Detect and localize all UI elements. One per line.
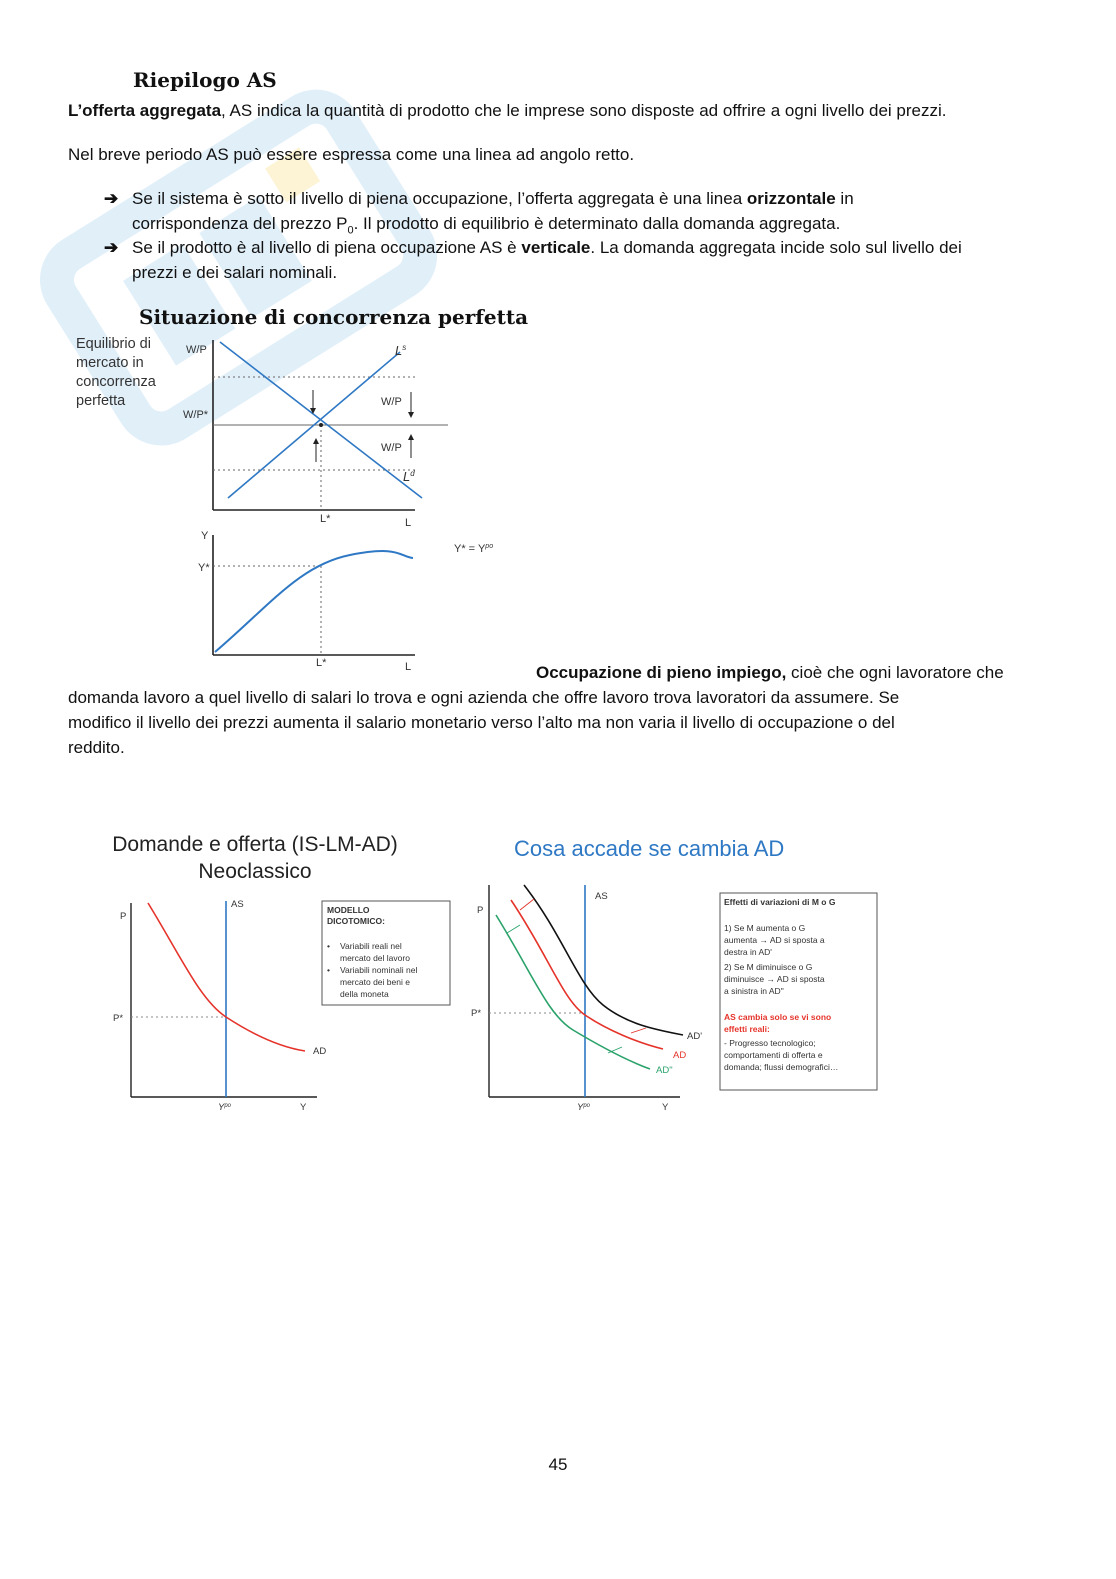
label-wp-down: W/P xyxy=(381,396,402,408)
paragraph-offerta xyxy=(68,98,1068,123)
box-title: Effetti di variazioni di M o G xyxy=(724,897,836,907)
label-ypo: $Y^{po}$ xyxy=(218,1102,232,1113)
box-tail-line: domanda; flussi demografici… xyxy=(724,1062,839,1072)
figure-caption xyxy=(76,336,157,409)
caption-line: concorrenza xyxy=(76,374,156,390)
label-l-lower: L xyxy=(405,661,412,673)
figure-neoclassico xyxy=(90,825,465,1120)
page-number: 45 xyxy=(548,1455,568,1474)
box-bullet: • xyxy=(327,941,330,951)
equilibrium-point xyxy=(319,423,323,427)
box-title: DICOTOMICO: xyxy=(327,916,385,926)
ad-curve xyxy=(511,900,663,1049)
label-labour-supply: $L^s$ xyxy=(395,343,407,358)
box-line: 1) Se M aumenta o G xyxy=(724,923,806,933)
box-line: 2) Se M diminuisce o G xyxy=(724,962,813,972)
caption-line: Equilibrio di xyxy=(76,336,151,352)
label-wp-up: W/P xyxy=(381,442,402,454)
figure-labour-market xyxy=(70,330,510,675)
label-ad-prime: AD' xyxy=(687,1031,703,1042)
bullet-item-verticale: ➔ Se il prodotto è al livello di piena occupazione AS è verticale. La domanda aggregata incide solo sul livello dei prezzi e dei salari nominali. xyxy=(104,235,1064,285)
label-wp: W/P xyxy=(186,344,207,356)
caption-line: perfetta xyxy=(76,393,126,409)
label-l-star-lower: L* xyxy=(316,657,327,669)
shift-left-arrows xyxy=(507,925,622,1053)
label-p-star: P* xyxy=(113,1013,124,1024)
label-ypo: $Y^{po}$ xyxy=(577,1102,591,1113)
label-wp-star: W/P* xyxy=(183,409,209,421)
box-line: destra in AD' xyxy=(724,947,772,957)
box-item: mercato dei beni e xyxy=(340,977,410,987)
box-red-line: AS cambia solo se vi sono xyxy=(724,1012,832,1022)
box-item: della moneta xyxy=(340,989,389,999)
label-labour-demand: $L^d$ xyxy=(403,469,415,484)
label-y-eq: $Y* = Y^{po}$ xyxy=(454,543,494,555)
label-y: Y xyxy=(201,530,209,542)
label-l: L xyxy=(405,517,412,529)
arrow-bullet-icon: ➔ xyxy=(104,238,119,257)
label-ad: AD xyxy=(313,1046,327,1057)
box-item: Variabili nominali nel xyxy=(340,965,418,975)
paragraph-breve-periodo: Nel breve periodo AS può essere espressa come una linea ad angolo retto. xyxy=(68,145,635,164)
paragraph-pieno-impiego: domanda lavoro a quel livello di salari lo trova e ogni azienda che offre lavoro trova lavoratori da assumere. Se modifico il livello dei prezzi aumenta il salario monetario verso l’alto ma non varia il livello di occupazione o del reddito. xyxy=(68,688,900,757)
box-red-line: effetti reali: xyxy=(724,1024,770,1034)
arrow-bullet-icon: ➔ xyxy=(104,189,119,208)
figure-cambia-ad xyxy=(468,825,888,1120)
up-arrow-head-icon xyxy=(313,438,319,444)
box-tail-line: comportamenti di offerta e xyxy=(724,1050,823,1060)
box-bullet: • xyxy=(327,965,330,975)
box-line: a sinistra in AD" xyxy=(724,986,784,996)
figure-title: Domande e offerta (IS-LM-AD) xyxy=(112,833,398,856)
label-y-star: Y* xyxy=(198,562,210,574)
label-p: P xyxy=(120,911,127,922)
label-y: Y xyxy=(300,1102,307,1113)
label-ad: AD xyxy=(673,1050,687,1061)
section-heading-riepilogo: Riepilogo AS xyxy=(133,68,277,92)
term-pieno-impiego: Occupazione di pieno impiego, xyxy=(536,663,787,682)
caption-line: mercato in xyxy=(76,355,144,371)
paragraph-pieno-impiego-first: Occupazione di pieno impiego, cioè che ogni lavoratore che xyxy=(536,663,1004,682)
figure-title: Cosa accade se cambia AD xyxy=(514,836,785,861)
box-line: aumenta → AD si sposta a xyxy=(724,935,825,945)
label-p: P xyxy=(477,905,484,916)
box-tail-line: - Progresso tecnologico; xyxy=(724,1038,816,1048)
box-item: Variabili reali nel xyxy=(340,941,402,951)
label-y: Y xyxy=(662,1102,669,1113)
ad-prime-curve xyxy=(524,885,683,1035)
figure-title: Neoclassico xyxy=(198,860,312,883)
bullet-item-orizzontale: ➔ Se il sistema è sotto il livello di piena occupazione, l’offerta aggregata è una linea orizzontale in corrispondenza del prezzo $P_0$. Il prodotto di equilibrio è determinato dalla domanda aggregata. xyxy=(104,186,1064,243)
paragraph-offerta-text: , AS indica la quantità di prodotto che le imprese sono disposte ad offrire a ogni livello dei prezzi. xyxy=(221,101,947,120)
term-offerta-aggregata: L’offerta aggregata xyxy=(68,101,222,120)
box-line: diminuisce → AD si sposta xyxy=(724,974,825,984)
label-as: AS xyxy=(231,899,244,910)
label-as: AS xyxy=(595,891,608,902)
label-p-star: P* xyxy=(471,1008,482,1019)
box-item: mercato del lavoro xyxy=(340,953,410,963)
ad-double-prime-curve xyxy=(496,915,650,1069)
box-title: MODELLO xyxy=(327,905,370,915)
label-ad-double-prime: AD" xyxy=(656,1065,673,1076)
label-l-star: L* xyxy=(320,513,331,525)
section-heading-concorrenza: Situazione di concorrenza perfetta xyxy=(139,305,529,329)
